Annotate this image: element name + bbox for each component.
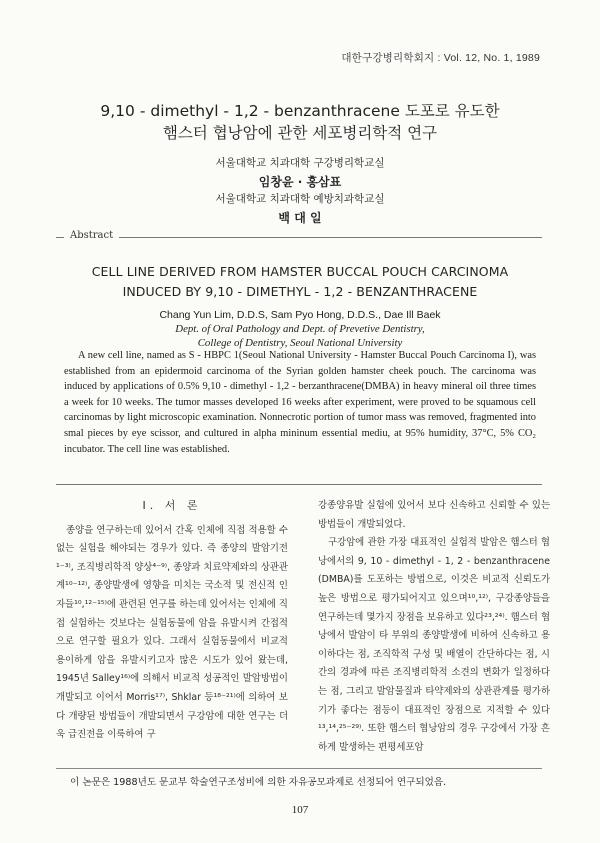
paragraph: 구강암에 관한 가장 대표적인 실험적 발암은 햄스터 협낭에서의 9, 10 - dimethyl - 1, 2 - benzanthracene (DMBA)를 도포하는 방법으로, 이것은 비교적 신뢰도가 높은 방법으로 평가되어지고 있으며¹⁰,¹²⁾, 구강종양들을 연구하는데 몇가지 장점을 보유하고 있다²³,²⁴⁾. 햄스터 협낭에서 발암이 타 부위의 종양발생에 비하여 신속하고 용이하다는 점, 조직학적 구성 및 배열이 간단하다는 점, 시간의 경과에 따른 조직병리학적 소견의 변화가 일정하다는 점, 그리고 발암물질과 타약제와의 상관관계를 평가하기가 좋다는 점등이 대표적인 장점으로 지적할 수 있다¹³,¹⁴,²⁵⁻²⁹⁾. 또한 햄스터 협낭암의 경우 구강에서 가장 흔하게 발생하는 편평세포암	[318, 537, 550, 753]
journal-header: 대한구강병리학회지 : Vol. 12, No. 1, 1989	[341, 52, 540, 64]
english-title-line-2: INDUCED BY 9,10 - DIMETHYL - 1,2 - BENZANTHRACENE	[122, 284, 478, 299]
title-line-2: 햄스터 협낭암에 관한 세포병리학적 연구	[162, 124, 438, 142]
author-dept-1: 서울대학교 치과대학 구강병리학교실	[215, 157, 385, 169]
page-number: 107	[291, 804, 309, 816]
footnote-divider	[56, 768, 542, 769]
english-title-line-1: CELL LINE DERIVED FROM HAMSTER BUCCAL POUCH CARCINOMA	[91, 264, 509, 279]
paper-title	[0, 100, 600, 144]
body-right-column	[318, 497, 550, 757]
title-line-1: 9,10 - dimethyl - 1,2 - benzanthracene 도포로 유도한	[100, 102, 500, 120]
body-left-column	[56, 497, 288, 745]
author-names-2: 백 대 일	[278, 211, 322, 225]
english-dept-line-2: College of Dentistry, Seoul National University	[197, 337, 403, 349]
english-authors: Chang Yun Lim, D.D.S, Sam Pyo Hong, D.D.S., Dae Ill Baek	[159, 309, 441, 321]
section-heading: I. 서 론	[142, 499, 202, 512]
paragraph: 강종양유발 실험에 있어서 보다 신속하고 신뢰할 수 있는 방법들이 개발되었다.	[318, 500, 550, 530]
author-dept-2: 서울대학교 치과대학 예방치과학교실	[215, 193, 385, 205]
footnote: 이 논문은 1988년도 문교부 학술연구조성비에 의한 자유공모과제로 선정되어 연구되었음.	[70, 777, 447, 788]
english-title	[0, 262, 600, 302]
abstract-text: A new cell line, named as S - HBPC 1(Seoul National University - Hamster Buccal Pouch Carcinoma I), was established from an epidermoid carcinoma of the Syrian golden hamster cheek pouch. The carcinoma was induced by applications of 0.5% 9,10 - dimethyl - 1,2 - berzanthracene(DMBA) in heavy mineral oil three times a week for 10 weeks. The tumor masses developed 16 weeks after experiment, were proved to be squamous cell carcinomas by light microscopic examination. Nonnecrotic portion of tumor mass was removed, fragmented into smal pieces by eye scissor, and cultured in alpha mininum essential mediu, at 95% humidity, 37°C, 5% CO₂ incubator. The cell line was established.	[64, 350, 536, 455]
paragraph: 종양을 연구하는데 있어서 간혹 인체에 직접 적용할 수 없는 실험을 해야되는 경우가 있다. 즉 종양의 발암기전¹⁻³⁾, 조직병리학적 양상⁴⁻⁹⁾, 종양과 치료약제와의 상관관계¹⁰⁻¹²⁾, 종양발생에 영향을 미치는 국소적 및 전신적 인자들¹⁰,¹²⁻¹⁵⁾에 관련된 연구를 하는데 있어서는 인체에 직접 실험하는 것보다는 실험동물에 암을 유발시켜 간접적으로 연구할 필요가 있다. 그래서 실험동물에서 비교적 용이하게 암을 유발시키고자 많은 시도가 있어 왔는데, 1945년 Salley¹⁶⁾에 의해서 비교적 성공적인 발암방법이 개발되고 이어서 Morris¹⁷⁾, Shklar 등¹⁸⁻²¹⁾에 의하여 보다 개량된 방법들이 개발되면서 구강암에 대한 연구는 더욱 급진전을 이룩하여 구	[56, 524, 288, 741]
abstract-label: Abstract	[64, 230, 119, 241]
author-names-1: 임창윤 · 홍삼표	[258, 175, 342, 189]
english-dept-line-1: Dept. of Oral Pathology and Dept. of Prevetive Dentistry,	[175, 323, 425, 335]
